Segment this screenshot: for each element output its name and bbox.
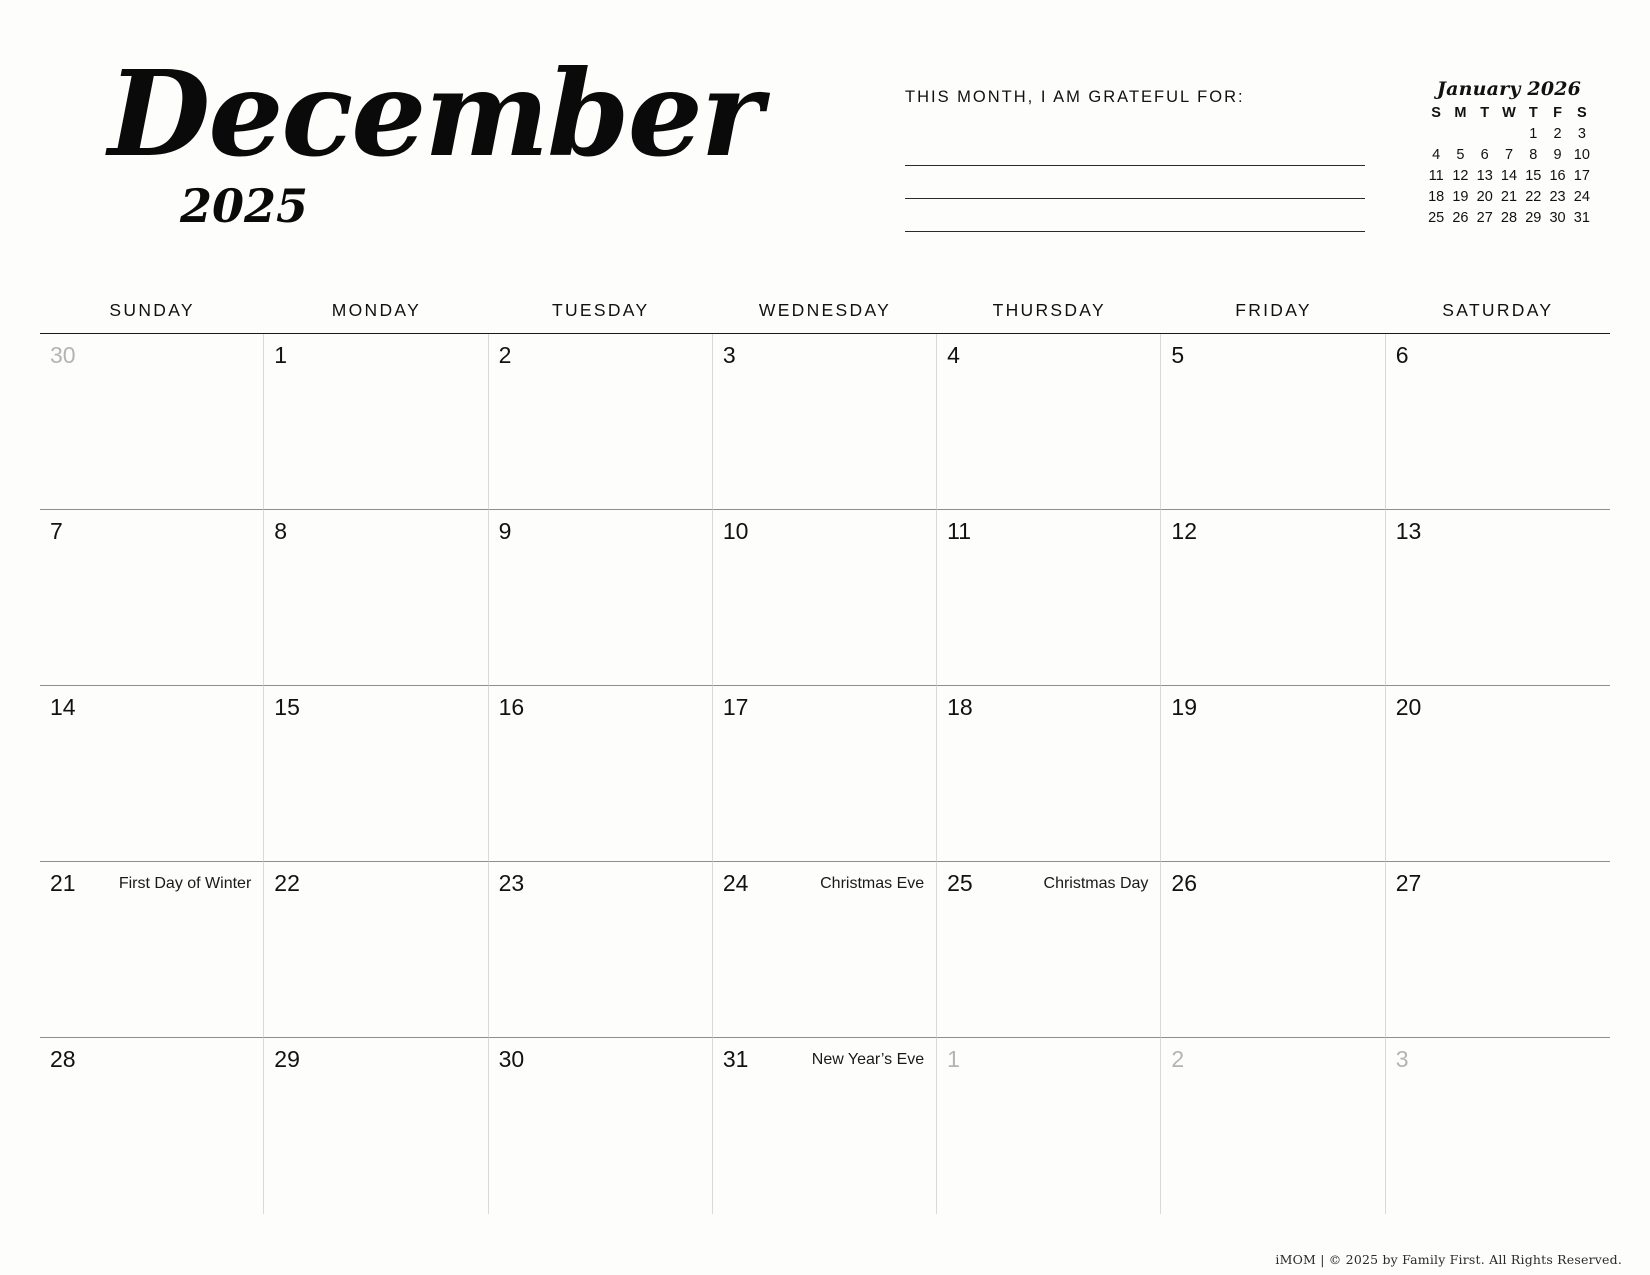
mini-calendar-day: 12 (1452, 168, 1469, 184)
day-number: 24 (722, 870, 749, 896)
day-cell[interactable] (937, 510, 1161, 686)
day-cell[interactable] (713, 1038, 937, 1214)
day-number: 20 (1395, 694, 1422, 720)
mini-calendar-day: 6 (1480, 147, 1489, 163)
day-number: 19 (1171, 694, 1198, 720)
mini-calendar-day: 29 (1525, 210, 1542, 226)
mini-calendar-day: 1 (1529, 126, 1538, 142)
mini-calendar-dow: W (1502, 105, 1516, 121)
day-number: 30 (50, 342, 76, 368)
day-number: 1 (274, 342, 288, 368)
gratitude-line-2[interactable] (905, 166, 1365, 199)
mini-calendar-grid (1424, 105, 1594, 226)
mini-calendar-dow: T (1480, 105, 1490, 121)
day-cell[interactable] (937, 334, 1161, 510)
day-event-label: Christmas Eve (820, 875, 925, 892)
weekday-header-monday: MONDAY (331, 300, 422, 320)
day-cell[interactable] (1161, 334, 1385, 510)
mini-calendar-day: 26 (1452, 210, 1469, 226)
day-number: 18 (947, 694, 973, 720)
mini-calendar-day: 28 (1500, 210, 1518, 226)
mini-calendar-day: 10 (1573, 147, 1590, 163)
mini-calendar-day: 15 (1525, 168, 1542, 184)
day-cell[interactable] (1161, 862, 1385, 1038)
gratitude-lines (905, 133, 1365, 232)
day-number: 21 (50, 870, 76, 896)
day-number: 15 (274, 694, 300, 720)
day-number: 4 (947, 342, 960, 368)
day-number: 29 (274, 1046, 300, 1072)
day-cell[interactable] (264, 334, 488, 510)
day-number: 26 (1171, 870, 1198, 896)
weekday-header-saturday: SATURDAY (1442, 300, 1554, 320)
mini-calendar-day: 16 (1549, 168, 1566, 184)
weekday-header-row (40, 300, 1610, 334)
day-number: 5 (1171, 342, 1185, 368)
gratitude-line-1[interactable] (905, 133, 1365, 166)
mini-calendar-day: 20 (1476, 189, 1493, 205)
year-label: 2025 (180, 179, 309, 233)
day-cell[interactable] (713, 510, 937, 686)
day-cell[interactable] (40, 862, 264, 1038)
day-cell[interactable] (713, 862, 937, 1038)
day-number: 8 (274, 518, 288, 544)
day-cell[interactable] (489, 862, 713, 1038)
mini-calendar-day: 19 (1452, 189, 1469, 205)
day-number: 25 (947, 870, 973, 896)
day-cell[interactable] (40, 334, 264, 510)
day-number: 31 (722, 1046, 749, 1072)
mini-calendar-day: 31 (1573, 210, 1590, 226)
day-cell[interactable] (1161, 1038, 1385, 1214)
mini-calendar-day: 27 (1476, 210, 1493, 226)
mini-calendar-day: 18 (1428, 189, 1445, 205)
day-cell[interactable] (40, 510, 264, 686)
mini-calendar-day: 24 (1573, 189, 1590, 205)
day-cell[interactable] (937, 686, 1161, 862)
day-cell[interactable] (1386, 1038, 1610, 1214)
gratitude-section (905, 88, 1365, 232)
weekday-header-sunday: SUNDAY (109, 300, 195, 320)
day-cell[interactable] (937, 1038, 1161, 1214)
mini-calendar-day: 13 (1476, 168, 1493, 184)
day-cell[interactable] (264, 862, 488, 1038)
mini-calendar-blank (1497, 126, 1521, 142)
mini-calendar-title: January 2026 (1436, 78, 1582, 100)
day-cell[interactable] (1386, 686, 1610, 862)
mini-calendar (1424, 78, 1594, 226)
mini-calendar-day: 11 (1428, 168, 1444, 184)
month-year-block (108, 44, 761, 233)
mini-calendar-day: 9 (1553, 147, 1562, 163)
day-number: 9 (498, 518, 512, 544)
day-cell[interactable] (489, 334, 713, 510)
mini-calendar-dow: F (1553, 105, 1562, 121)
day-cell[interactable] (489, 1038, 713, 1214)
day-number: 6 (1395, 342, 1409, 368)
day-cell[interactable] (489, 510, 713, 686)
mini-calendar-day: 5 (1456, 147, 1465, 163)
mini-calendar-day: 14 (1500, 168, 1518, 184)
day-number: 11 (947, 518, 972, 544)
mini-calendar-day: 23 (1549, 189, 1566, 205)
day-cell[interactable] (1386, 510, 1610, 686)
mini-calendar-day: 21 (1500, 189, 1518, 205)
day-number: 17 (722, 694, 749, 720)
day-number: 2 (498, 342, 512, 368)
day-number: 16 (498, 694, 525, 720)
day-number: 22 (274, 870, 300, 896)
mini-calendar-day: 3 (1577, 126, 1586, 142)
day-cell[interactable] (713, 334, 937, 510)
day-cell[interactable] (40, 1038, 264, 1214)
footer-credit: iMOM | © 2025 by Family First. All Rights Reserved. (1275, 1252, 1622, 1267)
mini-calendar-day: 17 (1573, 168, 1590, 184)
weekday-header-wednesday: WEDNESDAY (758, 300, 892, 320)
mini-calendar-day: 4 (1432, 147, 1441, 163)
weekday-header-friday: FRIDAY (1235, 300, 1312, 320)
day-cell[interactable] (1161, 686, 1385, 862)
mini-calendar-day: 7 (1504, 147, 1514, 163)
day-cell[interactable] (489, 686, 713, 862)
mini-calendar-dow: S (1577, 105, 1587, 121)
day-number: 2 (1171, 1046, 1185, 1072)
gratitude-line-3[interactable] (905, 199, 1365, 232)
day-number: 7 (50, 518, 63, 544)
weekday-header-tuesday: TUESDAY (551, 300, 650, 320)
day-event-label: First Day of Winter (118, 875, 252, 892)
day-number: 10 (722, 518, 749, 544)
day-number: 23 (498, 870, 525, 896)
day-number: 27 (1395, 870, 1422, 896)
page-title: December (108, 44, 761, 183)
mini-calendar-day: 22 (1525, 189, 1542, 205)
mini-calendar-day: 2 (1553, 126, 1562, 142)
mini-calendar-dow: S (1431, 105, 1441, 121)
mini-calendar-day: 25 (1428, 210, 1445, 226)
day-number: 12 (1171, 518, 1198, 544)
mini-calendar-day: 8 (1529, 147, 1538, 163)
mini-calendar-blank (1424, 126, 1448, 142)
day-cell[interactable] (1386, 334, 1610, 510)
day-number: 3 (722, 342, 736, 368)
day-event-label: New Year’s Eve (811, 1051, 925, 1068)
mini-calendar-blank (1448, 126, 1472, 142)
day-event-label: Christmas Day (1043, 875, 1149, 892)
calendar-grid (40, 334, 1610, 1214)
day-number: 1 (947, 1046, 960, 1072)
day-cell[interactable] (713, 686, 937, 862)
day-cell[interactable] (937, 862, 1161, 1038)
day-number: 3 (1395, 1046, 1409, 1072)
day-number: 30 (498, 1046, 525, 1072)
day-cell[interactable] (264, 1038, 488, 1214)
day-cell[interactable] (264, 510, 488, 686)
day-number: 28 (50, 1046, 76, 1072)
calendar-header (0, 0, 1650, 300)
mini-calendar-day: 30 (1549, 210, 1566, 226)
day-cell[interactable] (264, 686, 488, 862)
day-cell[interactable] (1161, 510, 1385, 686)
weekday-header-thursday: THURSDAY (992, 300, 1106, 320)
mini-calendar-dow: T (1528, 105, 1538, 121)
day-number: 14 (50, 694, 76, 720)
day-number: 13 (1395, 518, 1422, 544)
mini-calendar-blank (1473, 126, 1497, 142)
day-cell[interactable] (1386, 862, 1610, 1038)
gratitude-label: THIS MONTH, I AM GRATEFUL FOR: (905, 88, 1245, 106)
day-cell[interactable] (40, 686, 264, 862)
mini-calendar-dow: M (1454, 105, 1467, 121)
